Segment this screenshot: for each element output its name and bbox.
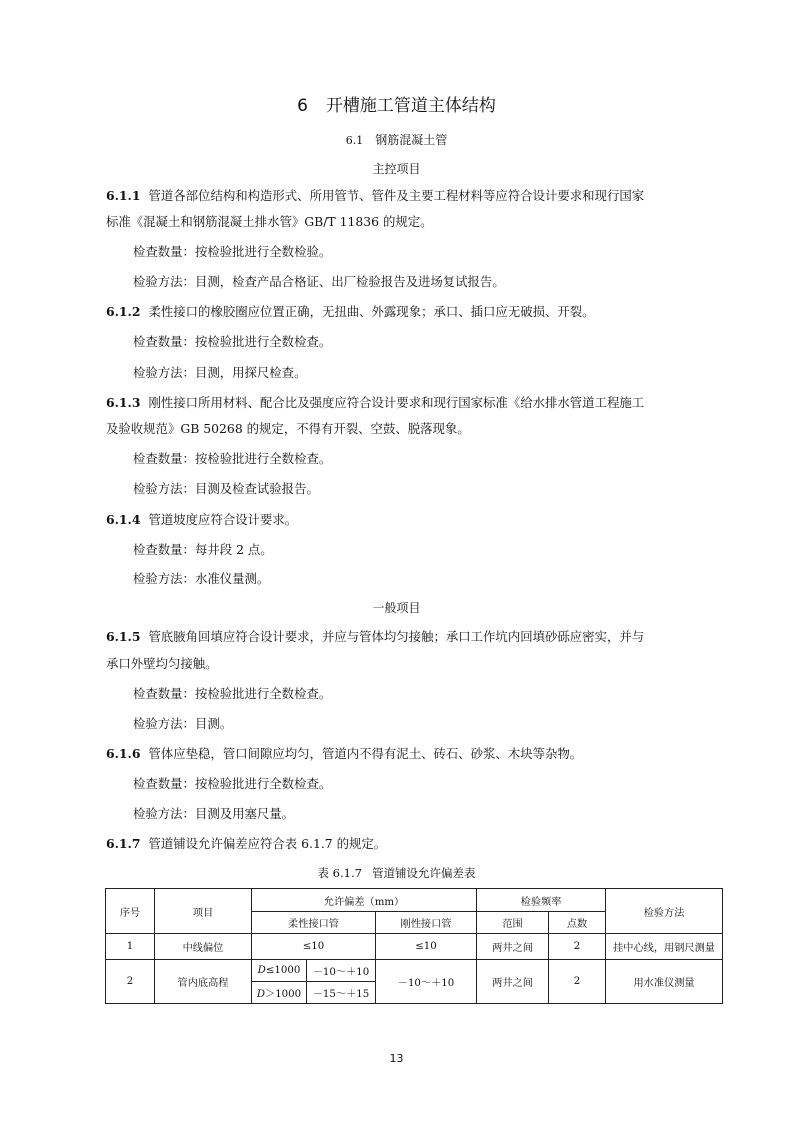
- clause-number: 6.1.7: [106, 836, 141, 851]
- inspection-quantity: 检查数量：按检验批进行全数检查。: [133, 686, 332, 701]
- cell-method: 用水准仪测量: [606, 960, 723, 1004]
- cell-item: 中线偏位: [155, 934, 252, 960]
- clause-6-1-1: [106, 187, 691, 205]
- cell-rigid: ≤10: [376, 934, 477, 960]
- cell-flexible: －15～＋15: [307, 982, 376, 1004]
- inspection-method: 检验方法：目测。: [133, 716, 233, 731]
- cell-flexible: －10～＋10: [307, 960, 376, 982]
- header-rigid: 刚性接口管: [376, 912, 477, 934]
- header-method: 检验方法: [606, 889, 723, 934]
- inspection-method: 检验方法：目测，用探尺检查。: [133, 365, 307, 380]
- clause-6-1-2: [106, 303, 691, 321]
- table-title: 管道铺设允许偏差表: [371, 866, 476, 880]
- inspection-quantity: 检查数量：按检验批进行全数检验。: [133, 244, 332, 259]
- table-row: [106, 960, 723, 982]
- inspection-quantity: 检查数量：每井段 2 点。: [133, 542, 273, 557]
- clause-number: 6.1.1: [106, 188, 141, 203]
- table-header-row: [106, 889, 723, 912]
- cell-condition: [252, 960, 307, 982]
- clause-number: 6.1.2: [106, 304, 141, 319]
- diameter-symbol: D: [257, 965, 266, 976]
- inspection-method: 检验方法：目测及检查试验报告。: [133, 481, 319, 496]
- header-tolerance: 允许偏差（mm）: [252, 889, 477, 912]
- clause-6-1-5-continuation: 承口外壁均匀接触。: [106, 656, 218, 671]
- header-points: 点数: [549, 912, 606, 934]
- cell-seq: 1: [106, 934, 155, 960]
- clause-number: 6.1.5: [106, 629, 141, 644]
- section-heading: 钢筋混凝土管: [375, 133, 448, 147]
- table-number: 表 6.1.7: [317, 866, 362, 880]
- chapter-number: 6: [297, 96, 308, 116]
- inspection-method: 检验方法：目测，检查产品合格证、出厂检验报告及进场复试报告。: [133, 274, 505, 289]
- cell-item: 管内底高程: [155, 960, 252, 1004]
- header-frequency: 检验频率: [477, 889, 606, 912]
- inspection-method: 检验方法：目测及用塞尺量。: [133, 806, 295, 821]
- tolerance-table: [105, 888, 723, 1004]
- condition-value: ＞1000: [265, 989, 302, 1000]
- inspection-quantity: 检查数量：按检验批进行全数检查。: [133, 776, 332, 791]
- clause-6-1-1-continuation: 标准《混凝土和钢筋混凝土排水管》GB/T 11836 的规定。: [106, 214, 433, 229]
- diameter-symbol: D: [256, 989, 266, 1000]
- group-title-general: 一般项目: [372, 601, 421, 615]
- cell-condition: [252, 982, 307, 1004]
- clause-6-1-3-continuation: 及验收规范》GB 50268 的规定，不得有开裂、空鼓、脱落现象。: [106, 421, 470, 436]
- group-title-main: 主控项目: [372, 162, 421, 176]
- inspection-method: 检验方法：水准仪量测。: [133, 571, 270, 586]
- header-item: 项目: [155, 889, 252, 934]
- clause-6-1-6: [106, 745, 691, 763]
- chapter-title: [0, 91, 793, 116]
- cell-rigid: －10～＋10: [376, 960, 477, 1004]
- clause-6-1-7: [106, 835, 691, 853]
- header-seq: 序号: [106, 889, 155, 934]
- clause-text: 柔性接口的橡胶圈应位置正确，无扭曲、外露现象；承口、插口应无破损、开裂。: [148, 304, 595, 319]
- header-range: 范围: [477, 912, 549, 934]
- clause-6-1-3: [106, 394, 691, 412]
- page-number: 13: [389, 1052, 404, 1065]
- clause-text: 管道坡度应符合设计要求。: [148, 512, 298, 527]
- cell-range: 两井之间: [477, 934, 549, 960]
- clause-6-1-4: [106, 511, 691, 529]
- clause-number: 6.1.6: [106, 746, 141, 761]
- cell-seq: 2: [106, 960, 155, 1004]
- table-row: [106, 934, 723, 960]
- inspection-quantity: 检查数量：按检验批进行全数检查。: [133, 334, 332, 349]
- clause-number: 6.1.4: [106, 512, 141, 527]
- cell-flexible: ≤10: [252, 934, 376, 960]
- section-title: [0, 131, 793, 148]
- section-number: 6.1: [345, 134, 364, 147]
- cell-points: 2: [549, 960, 606, 1004]
- clause-text: 管道铺设允许偏差应符合表 6.1.7 的规定。: [148, 836, 387, 851]
- cell-method: 挂中心线，用钢尺测量: [606, 934, 723, 960]
- clause-number: 6.1.3: [106, 395, 141, 410]
- table-caption: [0, 865, 793, 881]
- chapter-heading: 开槽施工管道主体结构: [325, 96, 496, 116]
- condition-value: ≤1000: [265, 965, 301, 976]
- clause-text: 管底腋角回填应符合设计要求，并应与管体均匀接触；承口工作坑内回填砂砾应密实，并与: [148, 629, 645, 644]
- cell-points: 2: [549, 934, 606, 960]
- inspection-quantity: 检查数量：按检验批进行全数检查。: [133, 451, 332, 466]
- header-flexible: 柔性接口管: [252, 912, 376, 934]
- clause-6-1-5: [106, 628, 691, 646]
- cell-range: 两井之间: [477, 960, 549, 1004]
- clause-text: 管体应垫稳，管口间隙应均匀，管道内不得有泥土、砖石、砂浆、木块等杂物。: [148, 746, 583, 761]
- clause-text: 刚性接口所用材料、配合比及强度应符合设计要求和现行国家标准《给水排水管道工程施工: [148, 395, 645, 410]
- clause-text: 管道各部位结构和构造形式、所用管节、管件及主要工程材料等应符合设计要求和现行国家: [148, 188, 645, 203]
